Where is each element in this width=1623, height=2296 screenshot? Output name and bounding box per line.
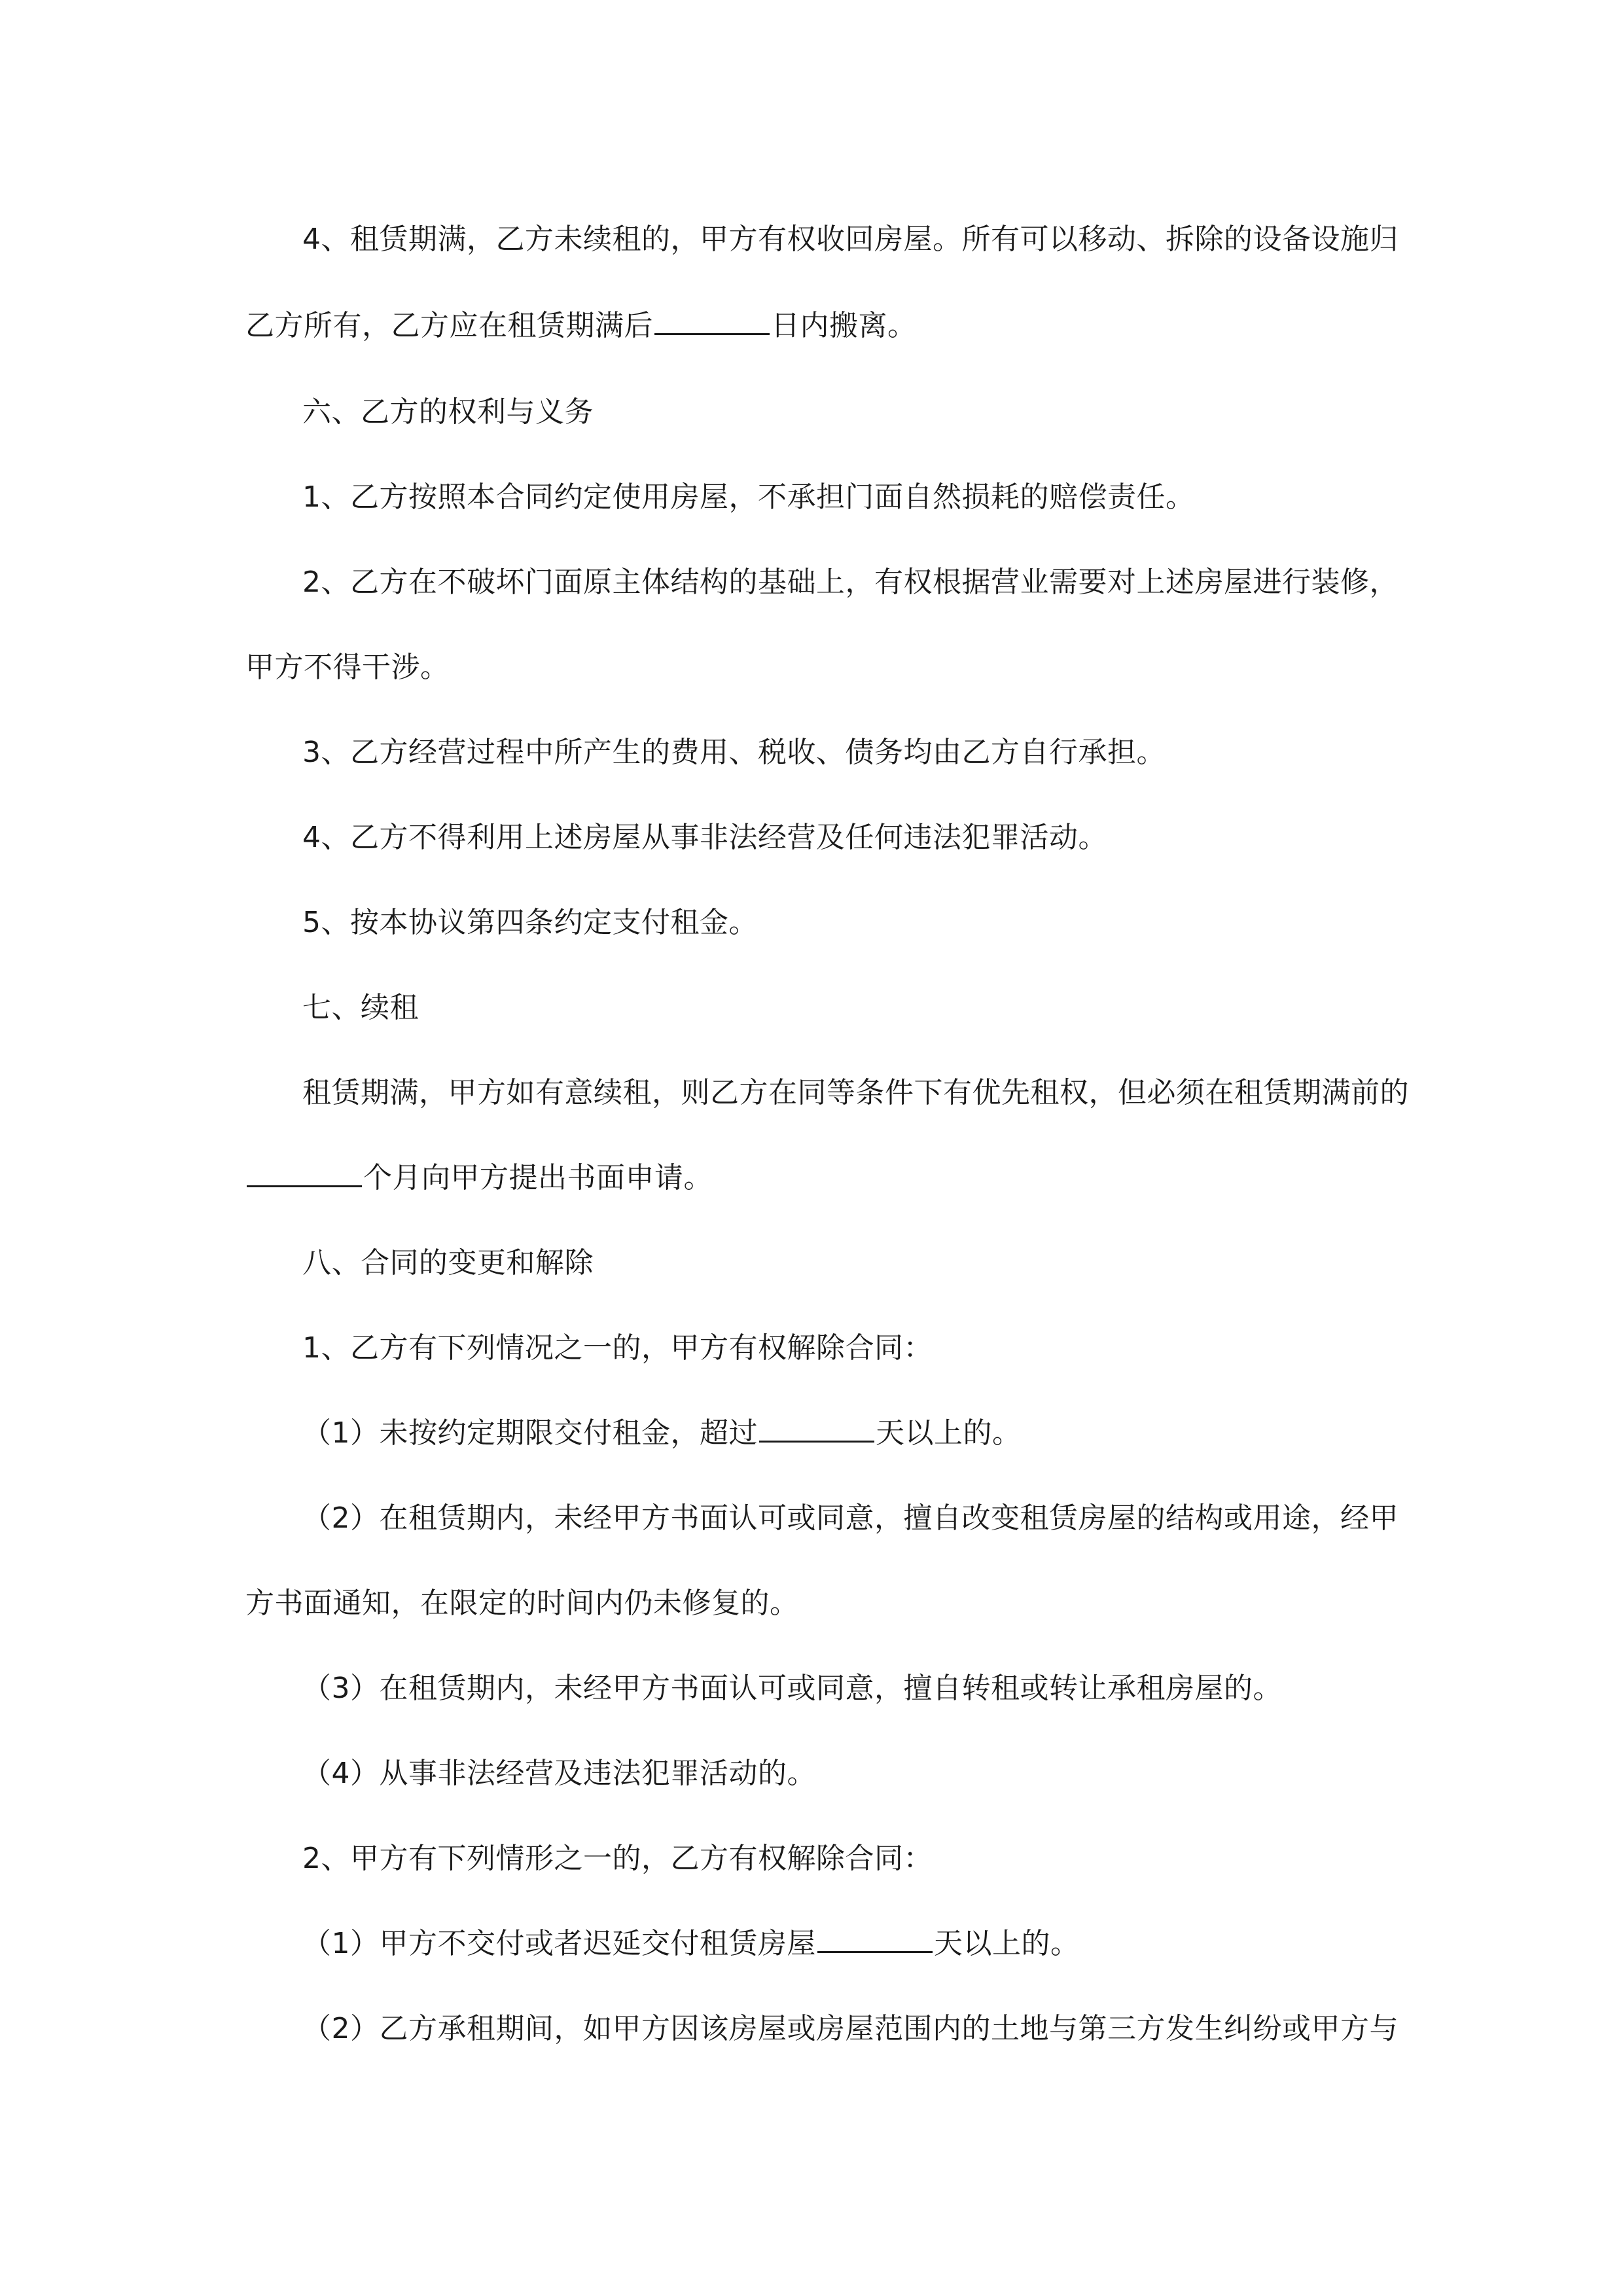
- heading-text: 七、续租: [302, 991, 419, 1024]
- line-text: 日内搬离。: [771, 309, 917, 342]
- line-text: 5、按本协议第四条约定支付租金。: [302, 906, 758, 939]
- fill-in-blank: [247, 1185, 362, 1187]
- line-text: （4）从事非法经营及违法犯罪活动的。: [302, 1757, 816, 1790]
- line-text: 租赁期满，甲方如有意续租，则乙方在同等条件下有优先租权，但必须在租赁期满前的: [302, 1076, 1409, 1109]
- line-text: 甲方不得干涉。: [245, 651, 450, 684]
- paragraph-line: [302, 1748, 816, 1800]
- line-text: 乙方所有，乙方应在租赁期满后: [245, 309, 653, 342]
- paragraph-line: [302, 1492, 1399, 1545]
- line-text: 4、乙方不得利用上述房屋从事非法经营及任何违法犯罪活动。: [302, 821, 1107, 854]
- line-text: 1、乙方按照本合同约定使用房屋，不承担门面自然损耗的赔偿责任。: [302, 480, 1195, 514]
- section-heading: [302, 1237, 594, 1289]
- line-text: （2）乙方承租期间，如甲方因该房屋或房屋范围内的土地与第三方发生纠纷或甲方与: [302, 2012, 1399, 2045]
- paragraph-line: [302, 812, 1107, 864]
- paragraph-line: [245, 1152, 713, 1204]
- paragraph-line: [302, 1067, 1409, 1119]
- paragraph-line: [302, 1322, 933, 1374]
- line-text: 天以上的。: [934, 1927, 1080, 1960]
- line-text: 方书面通知，在限定的时间内仍未修复的。: [245, 1587, 799, 1620]
- paragraph-line: [245, 641, 450, 694]
- line-text: （3）在租赁期内，未经甲方书面认可或同意，擅自转租或转让承租房屋的。: [302, 1672, 1282, 1705]
- section-heading: [302, 982, 419, 1034]
- line-text: 2、甲方有下列情形之一的，乙方有权解除合同：: [302, 1842, 933, 1875]
- paragraph-line: [302, 213, 1399, 266]
- heading-text: 六、乙方的权利与义务: [302, 395, 594, 429]
- paragraph-line: [302, 1833, 933, 1885]
- paragraph-line: [302, 726, 1166, 779]
- paragraph-line: [302, 1918, 1080, 1970]
- line-text: 3、乙方经营过程中所产生的费用、税收、债务均由乙方自行承担。: [302, 736, 1166, 769]
- line-text: （1）未按约定期限交付租金，超过: [302, 1416, 758, 1450]
- line-text: 1、乙方有下列情况之一的，甲方有权解除合同：: [302, 1331, 933, 1365]
- paragraph-line: [302, 2003, 1399, 2055]
- paragraph-line: [302, 1407, 1022, 1460]
- line-text: 个月向甲方提出书面申请。: [363, 1161, 713, 1194]
- line-text: （1）甲方不交付或者迟延交付租赁房屋: [302, 1927, 816, 1960]
- paragraph-line: [245, 1577, 799, 1630]
- paragraph-line: [245, 300, 917, 352]
- paragraph-line: [302, 471, 1195, 524]
- line-text: （2）在租赁期内，未经甲方书面认可或同意，擅自改变租赁房屋的结构或用途，经甲: [302, 1501, 1399, 1535]
- paragraph-line: [302, 556, 1399, 609]
- fill-in-blank: [654, 333, 770, 335]
- line-text: 4、租赁期满，乙方未续租的，甲方有权收回房屋。所有可以移动、拆除的设备设施归: [302, 223, 1399, 256]
- heading-text: 八、合同的变更和解除: [302, 1246, 594, 1280]
- line-text: 2、乙方在不破坏门面原主体结构的基础上，有权根据营业需要对上述房屋进行装修，: [302, 565, 1399, 599]
- paragraph-line: [302, 1662, 1282, 1715]
- line-text: 天以上的。: [876, 1416, 1022, 1450]
- paragraph-line: [302, 897, 758, 949]
- fill-in-blank: [817, 1951, 933, 1953]
- section-heading: [302, 386, 594, 439]
- fill-in-blank: [759, 1441, 874, 1443]
